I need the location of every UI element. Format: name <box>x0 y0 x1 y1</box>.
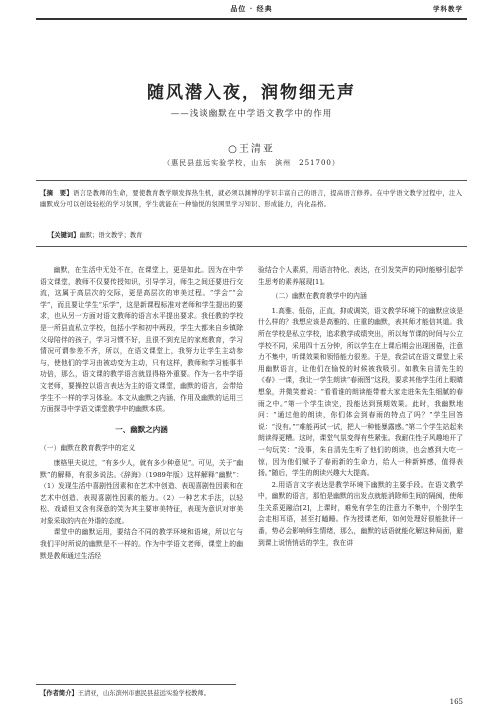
body-paragraph: 课堂中的幽默运用，要结合不同的教学环境和语境，所以它与我们平时所说的幽默是不一样的。作为中学语文老师，课堂上的幽默是教师通过生活经 <box>40 528 243 560</box>
author-affiliation: （惠民县兹远实验学校，山东 滨州 251700） <box>163 159 340 167</box>
abstract-label: 【摘 要】 <box>40 190 73 197</box>
author-note <box>40 688 210 697</box>
footnote-rule <box>36 684 236 685</box>
body-paragraph: 2.用语言文字表达是教学环境下幽默的主要手段。在语文教学中，幽默的语言，那怕是幽默的出发点就能消除师生间的隔阂，使师生关系更融洽[2]，上课时，难免有学生的注意力不集中，个别学生会走相耳语，甚至打瞌睡。作为授课老师，如何处理好很能批评一番，势必会影响师生情绪，那么，幽默的话语就能化解这种局面，避到课上说悄悄话的学生，我在讲 <box>258 480 463 547</box>
page-number: 165 <box>449 698 463 706</box>
abstract <box>40 188 463 210</box>
author-note-text: 王清亚，山东滨州市惠民县兹远实验学校教师。 <box>77 690 211 697</box>
body-paragraph: 幽默，在生活中无处不在，在课堂上，更是如此。因为在中学语文课堂，教师不仅要传授知识，引导学习，师生之间还要进行交流，这属于高层次的交际，更是高层次的审美过程。“学会”“会学”，而且要让学生“乐学”，这是新课程标准对老师和学生提出的要求，也从另一方面对语文教师的语言水平提出要求。我任教的学校是一所县直私立学校，包括小学和初中两段，学生大都来自乡镇除父母陪伴的孩子，学习习惯不好，且很不到充足的家庭教育，学习情况可谓参差不齐，所以，在语文课堂上，我努力让学生主动参与，使他们的学习由被动变为主动，只有这样，教师和学习能事半功倍，那么，语文课的教学语言就显得格外重要。作为一名中学语文老师，要操控以语言表达为主的语文课堂，幽默的语言，会带给学生不一样的学习体验。本文从幽默之内涵、作用及幽默的运用三方面探寻中学语文课堂教学中的幽默本质。 <box>40 266 243 414</box>
keywords-label: 【关键词】 <box>48 232 80 239</box>
keywords <box>48 230 142 239</box>
body-paragraph: 1.高雅、低俗，正直，抑或调笑，语文教学环境下的幽默应该是什么样的？我想应该是高雅的、庄重的幽默，表其师才能信其道。我所在学校是私立学校，追求教学成绩突出，所以每节课的时间与公立学校不同，采用四十五分钟，所以学生在上课后期会出现困倦，注意力不集中，听课效果和领悟能力很差。于是，我尝试在语文课堂上采用幽默语言，让他们在愉悦的时候被我吸引。如教朱自清先生的《春》一课，我让一学生朗读“春雨图”这段，要求其他学生闭上眼睛想象，并微笑着说：“看看谁的朗读能带着大家走进朱先生细腻的春雨之中。”第一个学生读完，投能达到预期效果。此时，我幽默地问：“通过他的朗读，你们体会到春雨的特点了吗？”学生回答说：“没有。”“难能再试一试，把人一种能暴露感。”第二个学生站起来朗读得更糟。这时，课堂气氛变得有些紧张。我耐住性子风趣地开了一句玩笑：“没事，朱自清先生听了他们的朗读，也会感到大吃一惊，因为他们赋予了春雨新的生命力，给人一种新鲜感，值得表扬。”随后，学生的朗读兴趣大大提高。 <box>258 306 463 478</box>
right-column <box>258 265 463 549</box>
journal-name: 品位 · 经典 <box>230 4 273 13</box>
left-column <box>40 265 243 562</box>
header-rule <box>36 18 467 20</box>
abstract-bottom-rule <box>36 246 467 247</box>
subsection-heading: （一）幽默在教育教学中的定义 <box>40 444 136 453</box>
article-title: 随风潜入夜，润物细无声 <box>147 83 356 103</box>
subsection-heading: （二）幽默在教育教学中的内涵 <box>271 292 367 301</box>
keywords-text: 幽默；语文教学；教育 <box>79 232 143 239</box>
running-header <box>0 0 503 22</box>
abstract-top-rule <box>36 180 467 181</box>
article-subtitle: ——浅谈幽默在中学语文教学中的作用 <box>170 109 333 119</box>
author-name: ○王清亚 <box>228 144 275 155</box>
author-note-label: 【作者简介】 <box>40 690 78 697</box>
abstract-text: 语言是教师的生命，要使教育教学顺发挥热生机，就必须以渊博的学识丰富自己的语言，提高语言修养。在中学语文教学过程中，注入幽默成分可以创设轻松的学习氛围，学生就能在一种愉悦的氛围里学习知识、形成能力，内化品格。 <box>40 190 463 208</box>
body-paragraph: 康格里夫说过，“有多少人，就有多少种意见”。可见，关于“幽默”的解释，有很多说法。《辞海》（1989年版）这样解释“幽默”：（1）发现生活中喜剧性因素和在艺术中创造、表现喜剧性因素和在艺术中创造、表现喜剧性因素的能力。（2）一种艺术手法，以轻松、戏谑但又含有深意的笑为其主要审美特征，表现为意识对审美对象采取的内在外谐的态度。 <box>40 458 243 525</box>
section-heading: 一、幽默之内涵 <box>115 424 168 434</box>
section-name: 学科教学 <box>433 5 463 13</box>
body-paragraph: 验结合个人素质，用语言特化、表达，在引发笑声的同时能够引起学生思考的素养展现[1]。 <box>258 266 463 286</box>
